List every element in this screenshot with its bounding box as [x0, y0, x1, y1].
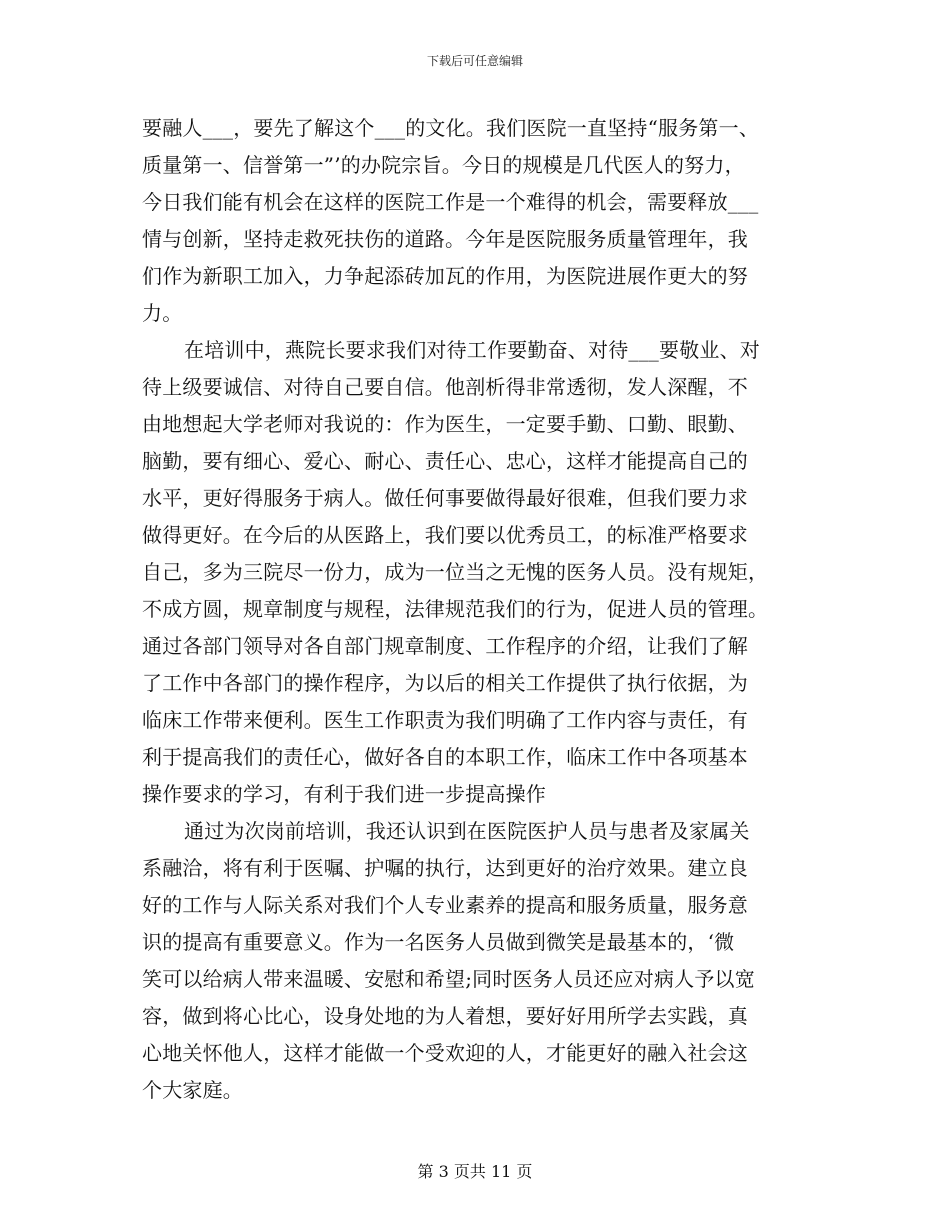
text-line: 临床工作带来便利。医生工作职责为我们明确了工作内容与责任，有 [142, 708, 748, 732]
text-line: 通过各部门领导对各自部门规章制度、工作程序的介绍，让我们了解 [142, 634, 748, 658]
page-header: 下载后可任意编辑 [426, 54, 523, 68]
text-line: 待上级要诚信、对待自己要自信。他剖析得非常透彻，发人深醒，不 [142, 375, 748, 399]
text-line: 质量第一、信誉第一”’的办院宗旨。今日的规模是几代医人的努力， [142, 153, 745, 177]
text-line: 由地想起大学老师对我说的：作为医生，一定要手勤、口勤、眼勤、 [142, 412, 748, 436]
document-body [142, 110, 810, 1109]
text-line: 识的提高有重要意义。作为一名医务人员做到微笑是最基本的，‘微 [142, 930, 735, 954]
text-line: 了工作中各部门的操作程序，为以后的相关工作提供了执行依据，为 [142, 671, 748, 695]
text-line: 做得更好。在今后的从医路上，我们要以优秀员工，的标准严格要求 [142, 523, 748, 547]
text-line: 个大家庭。 [142, 1078, 243, 1102]
text-line: 容，做到将心比心，设身处地的为人着想，要好好用所学去实践，真 [142, 1004, 748, 1028]
text-line: 操作要求的学习，有利于我们进一步提高操作 [142, 782, 546, 806]
text-line: 不成方圆，规章制度与规程，法律规范我们的行为，促进人员的管理。 [142, 597, 769, 621]
paragraph-2 [142, 332, 810, 813]
text-line: 好的工作与人际关系对我们个人专业素养的提高和服务质量，服务意 [142, 893, 748, 917]
text-line: 们作为新职工加入，力争起添砖加瓦的作用，为医院进展作更大的努 [142, 264, 748, 288]
text-line: 脑勤，要有细心、爱心、耐心、责任心、忠心，这样才能提高自己的 [142, 449, 748, 473]
text-line: 笑可以给病人带来温暖、安慰和希望;同时医务人员还应对病人予以宽 [142, 967, 755, 991]
paragraph-1 [142, 110, 810, 332]
text-line: 利于提高我们的责任心，做好各自的本职工作，临床工作中各项基本 [142, 745, 748, 769]
text-line: 系融洽，将有利于医嘱、护嘱的执行，达到更好的治疗效果。建立良 [142, 856, 748, 880]
page-footer: 第 3 页共 11 页 [417, 1162, 533, 1181]
text-line: 自己，多为三院尽一份力，成为一位当之无愧的医务人员。没有规矩， [142, 560, 769, 584]
text-line: 今日我们能有机会在这样的医院工作是一个难得的机会，需要释放___ [142, 190, 759, 214]
text-line: 水平，更好得服务于病人。做任何事要做得最好很难，但我们要力求 [142, 486, 748, 510]
text-line: 情与创新，坚持走救死扶伤的道路。今年是医院服务质量管理年，我 [142, 227, 748, 251]
text-line: 心地关怀他人，这样才能做一个受欢迎的人，才能更好的融入社会这 [142, 1041, 748, 1065]
text-line: 通过为次岗前培训，我还认识到在医院医护人员与患者及家属关 [184, 819, 750, 843]
text-line: 在培训中，燕院长要求我们对待工作要勤奋、对待___要敬业、对 [184, 338, 760, 362]
text-line: 力。 [142, 301, 183, 325]
paragraph-3 [142, 813, 810, 1109]
text-line: 要融人___，要先了解这个___的文化。我们医院一直坚持“服务第一、 [142, 116, 760, 140]
